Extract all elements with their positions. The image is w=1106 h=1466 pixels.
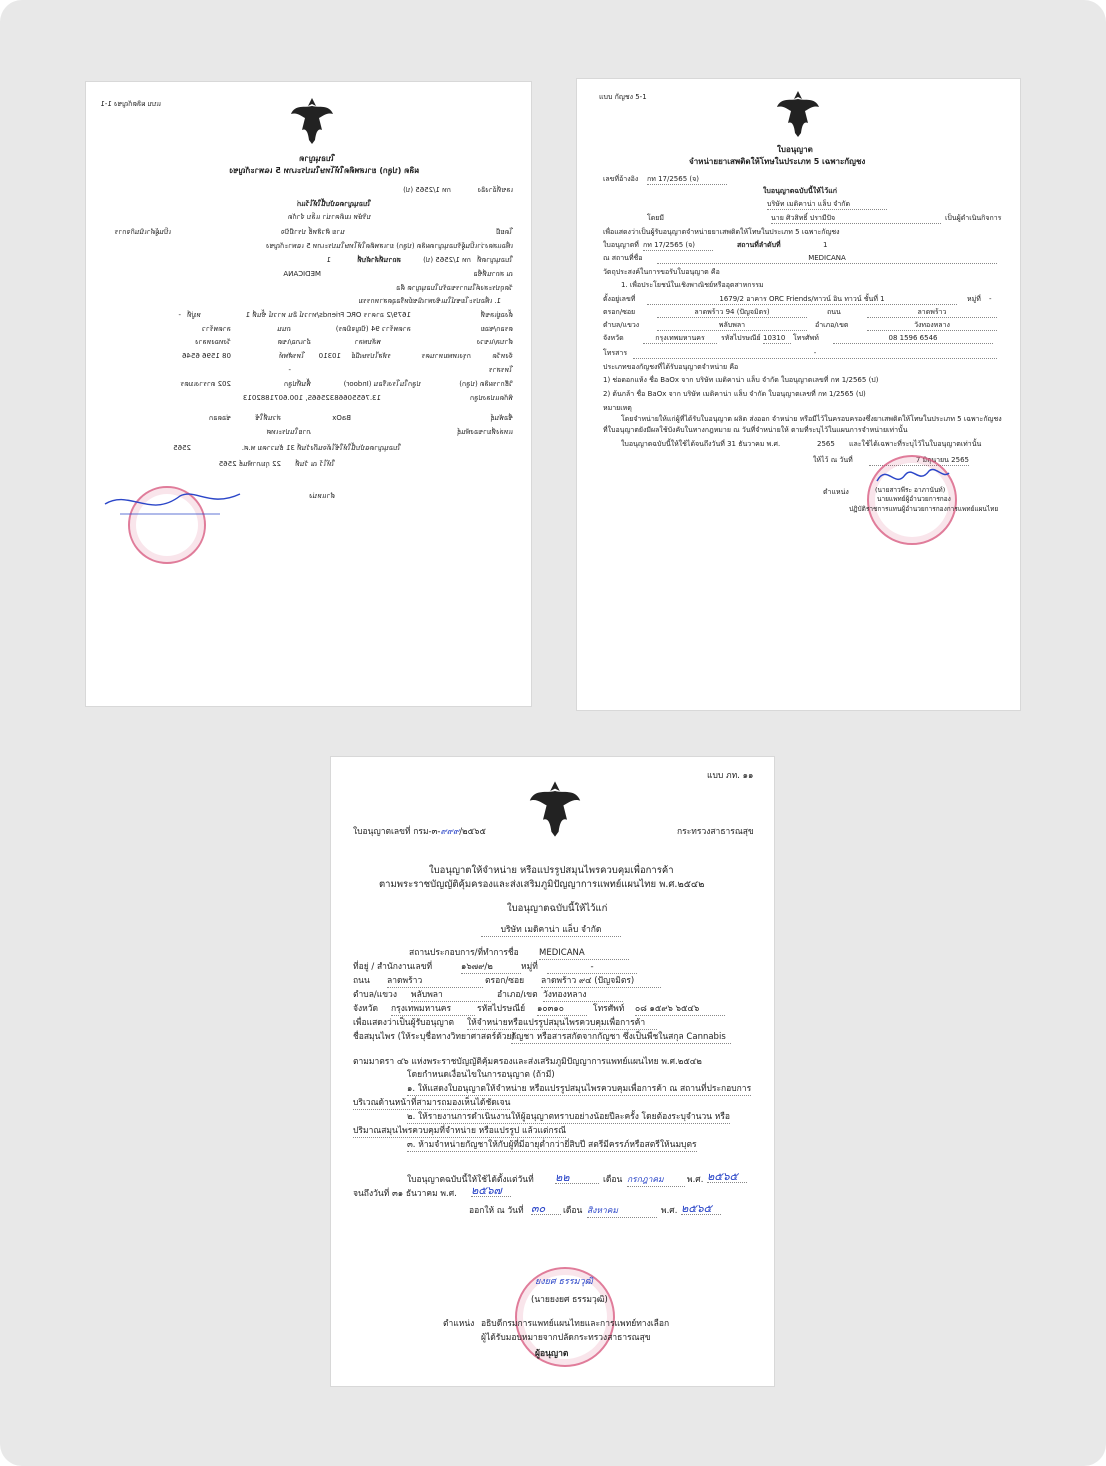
moo: - [989,295,992,303]
district-label: อำเภอ/เขต [815,321,849,329]
district: วังทองหลาง [543,990,623,1002]
phone: 08 1596 6546 [182,352,231,360]
herb: กัญชา หรือสารสกัดจากกัญชา ซึ่งเป็นพืชในสกุล Cannabis [511,1032,731,1044]
soi-label: ตรอก/ซอย [480,325,513,333]
form-code: แบบ กัญชง 5-1 [599,93,647,101]
province-label: จังหวัด [492,352,513,360]
province-label: จังหวัด [603,334,624,342]
issued-date: 7 มิถุนายน 2565 [869,456,969,466]
issued-year: ๒๕๖๕ [681,1203,721,1215]
moo-label: หมู่ที่ [521,962,538,972]
coords-label: พิกัดแปลงปลูก [469,394,513,402]
condition-1a: ๑. ให้แสดงใบอนุญาตให้จำหน่าย หรือแปรรูปสมุนไพรควบคุมเพื่อการค้า ณ สถานที่ประกอบการ [407,1084,752,1094]
phone: 08 1596 6546 [833,334,993,344]
area-label: พื้นที่ปลูก [284,380,311,388]
by-name: นาย ศิวสิทธิ์ ปรามีปัจ [771,214,941,224]
objective-label: วัตถุประสงค์ในการขอรับใบอนุญาต คือ [603,268,720,276]
objective-1: 1. เพื่อประโยชน์ในเชิงพาณิชย์หรืออุตสาหกรรม [358,297,501,305]
place-name-label: ณ สถานที่ชื่อ [603,254,643,262]
road: ลาดพร้าว [201,325,231,333]
doc-title: ใบอนุญาต [299,154,335,163]
issued-label: ให้ไว้ ณ วันที่ [295,460,335,468]
road: ลาดพร้าว [867,308,997,318]
purpose-intro: เพื่อแสดงว่าเป็นผู้รับอนุญาตผลิต (ปลูก) ยาเสพติดให้โทษในประเภท 5 เฉพาะกัญชง [266,242,513,250]
area: 202 ตารางเมตร [180,380,231,388]
license-document-hemp-cultivation [86,82,531,706]
valid-year: 2565 [817,440,835,448]
operator-suffix: เป็นผู้ดำเนินกิจการ [114,228,171,236]
license-year: /๒๕๖๕ [459,827,486,837]
form-code: แบบ ผลิตกัญชง 1-1 [100,100,161,108]
purpose-intro: เพื่อแสดงว่าเป็นผู้รับอนุญาตจำหน่ายยาเสพติดให้โทษในประเภท 5 เฉพาะกัญชง [603,228,840,236]
valid-from-month: กรกฎาคม [627,1175,685,1187]
postcode: 10310 [763,334,791,344]
valid-from-year: ๒๕๖๕ [707,1171,747,1183]
issued-label: ออกให้ ณ วันที่ [469,1206,524,1216]
issued-month: สิงหาคม [587,1206,657,1218]
ref-label: เลขที่อ้างอิง [603,175,639,183]
address: ๑๖๗๙/๒ [461,962,521,974]
ref-value: กท 1/2565 (ป) [403,186,451,194]
moo: - [178,311,181,319]
signer-name: (นายสาวพีระ อาภานันท์) [875,486,946,494]
ref-value: กท 17/2565 (จ) [647,175,727,185]
herb-label: ชื่อสมุนไพร (ให้ระบุชื่อทางวิทยาศาสตร์ด้วย) [353,1032,515,1042]
address: 1679/2 อาคาร ORC Friends/ทาวน์ อิน ทาวน์ ชั้นที่ 1 [647,295,957,305]
province: กรุงเทพมหานคร [421,352,471,360]
issued-label: ให้ไว้ ณ วันที่ [813,456,853,464]
until-label: จนถึงวันที่ ๓๑ ธันวาคม พ.ศ. [353,1189,457,1199]
product-2: 2) ต้นกล้า ชื่อ BaOx จาก บริษัท เมดิคาน่า แล็บ จำกัด ใบอนุญาตเลขที่ กท 1/2565 (ป) [603,390,866,398]
road-label: ถนน [827,308,841,316]
until-year: ๒๕๖๗ [471,1185,511,1197]
coords: 13.7655066832566S, 100.6071882013 [242,394,381,402]
subdistrict-label: ตำบล/แขวง [603,321,640,329]
road-label: ถนน [353,976,370,986]
phone-label: โทรศัพท์ [793,334,819,342]
operator-suffix: เป็นผู้ดำเนินกิจการ [945,214,1002,222]
condition-3: ๓. ห้ามจำหน่ายกัญชาให้กับผู้ที่มีอายุต่ำกว่ายี่สิบปี สตรีมีครรภ์หรือสตรีให้นมบุตร [407,1140,697,1150]
product-1: 1) ช่อดอกแห้ง ชื่อ BaOx จาก บริษัท เมดิคาน่า แล็บ จำกัด ใบอนุญาตเลขที่ กท 1/2565 (ป) [603,376,879,384]
signature: ยงยศ ธรรมวุฒิ [535,1277,593,1287]
license-document-herb-sale [331,757,774,1386]
conditions-label: โดยกำหนดเงื่อนไขในการอนุญาต (ถ้ามี) [407,1070,555,1080]
soi: ลาดพร้าว 94 (ปัญจมิตร) [335,325,411,333]
fax: - [288,366,291,374]
address: 1679/2 อาคาร ORC Friends/ทาวน์ อิน ทาวน์ ชั้นที่ 1 [245,311,411,319]
origin: ภายในประเทศ [266,428,311,436]
note-label: หมายเหตุ [603,404,632,412]
postcode-label: รหัสไปรษณีย์ [477,1004,526,1014]
valid-from-day: ๒๒ [555,1172,599,1184]
place-name: MEDICANA [657,254,997,264]
moo: - [547,962,637,974]
by-label: โดยมี [647,214,665,222]
district-label: อำเภอ/เขต [277,338,311,346]
subdistrict: พลับพลา [354,338,381,346]
fax-label: โทรสาร [488,366,513,374]
issued-be-label: พ.ศ. [661,1206,678,1216]
issued-day: ๓๐ [531,1203,561,1215]
district: วังทองหลาง [195,338,231,346]
fax-label: โทรสาร [603,349,628,357]
title-2: ตามพระราชบัญญัติคุ้มครองและส่งเสริมภูมิปัญญาการแพทย์แผนไทย พ.ศ.๒๕๔๒ [379,879,705,890]
place-name-label: ณ สถานที่ชื่อ [473,270,513,278]
part: ช่อดอก [209,414,231,422]
subdistrict: พลับพลา [657,321,807,331]
place-order: 1 [326,256,331,264]
license-label [353,827,486,838]
postcode-label: รหัสไปรษณีย์ [351,352,391,360]
address-label: ที่อยู่ / สำนักงานเลขที่ [353,962,433,972]
license-no-label: ใบอนุญาตที่ [477,256,513,264]
license-no-label: ใบอนุญาตที่ [603,241,639,249]
address-label: ตั้งอยู่เลขที่ [480,311,513,319]
ministry: กระทรวงสาธารณสุข [677,827,754,837]
district-label: อำเภอ/เขต [497,990,538,1000]
garuda-emblem-icon [775,89,821,139]
license-label-text: ใบอนุญาตเลขที่ กรม-๓- [353,827,441,837]
purpose-label: เพื่อแสดงว่าเป็นผู้รับอนุญาต [353,1018,454,1028]
ref-label: เลขที่อ้างอิง [477,186,513,194]
doc-subtitle: จำหน่ายยาเสพติดให้โทษในประเภท 5 เฉพาะกัญชง [689,157,866,166]
issued-date: 22 กุมภาพันธ์ 2565 [218,460,281,468]
signer-role: ผู้อนุญาต [535,1349,569,1359]
method-label: วิธีการผลิต (ปลูก) [459,380,513,388]
granted-to: ใบอนุญาตฉบับนี้ให้ไว้แก่ [763,187,837,195]
moo-label: หมู่ที่ [967,295,981,303]
doc-subtitle: ผลิต (ปลูก) ยาเสพติดให้โทษในประเภท 5 เฉพาะกัญชง [229,166,419,175]
soi-label: ตรอก/ซอย [485,976,525,986]
place-order-label: สถานที่ลำดับที่ [357,256,401,264]
place-name: MEDICANA [283,270,321,278]
granted-to: ใบอนุญาตฉบับนี้ให้ไว้แก่ [507,903,608,914]
signer-title-1: นายแพทย์ผู้อำนวยการกอง [877,495,951,503]
company-name: บริษัท เมดิคาน่า แล็บ จำกัด [287,213,371,221]
signer-position: อธิบดีกรมการแพทย์แผนไทยและการแพทย์ทางเลือก [481,1319,670,1329]
soi-label: ตรอก/ซอย [603,308,636,316]
note-1: โดยจำหน่ายให้แก่ผู้ที่ได้รับใบอนุญาต ผลิต ส่งออก จำหน่าย หรือมีไว้ในครอบครองซึ่งยาเสพติดให้โทษในประเภท 5 เฉพาะกัญชง [621,415,1002,423]
postcode: ๑๐๓๑๐ [537,1004,587,1016]
subdistrict-label: ตำบล/แขวง [476,338,513,346]
valid-year: 2565 [173,444,191,452]
road-label: ถนน [277,325,291,333]
license-no: กท 1/2565 (ป) [423,256,471,264]
signer-title-2: ปฏิบัติราชการแทนผู้อำนวยการกองการแพทย์แผนไทย [849,505,999,513]
variety-label: ชื่อพันธุ์ [490,414,513,422]
license-no: กท 17/2565 (จ) [643,241,713,251]
district: วังทองหลาง [867,321,997,331]
signer-name: (นายยงยศ ธรรมวุฒิ) [531,1295,608,1305]
valid-suffix: และใช้ได้เฉพาะที่ระบุไว้ในใบอนุญาตเท่านั้น [849,440,982,448]
company-name: บริษัท เมดิคาน่า แล็บ จำกัด [767,200,887,210]
position-label: ตำแหน่ง [823,488,849,496]
month-label: เดือน [603,1175,623,1185]
license-no: ๙๙๙ [440,827,460,837]
doc-title: ใบอนุญาต [777,145,813,154]
garuda-emblem-icon [527,779,583,839]
license-document-hemp-sale [577,79,1020,710]
address-label: ตั้งอยู่เลขที่ [603,295,636,303]
phone-label: โทรศัพท์ [593,1004,625,1014]
phone-label: โทรศัพท์ [279,352,305,360]
subdistrict-label: ตำบล/แขวง [353,990,397,1000]
road: ลาดพร้าว [387,976,483,988]
position-label: ตำแหน่ง [309,492,335,500]
condition-1b: บริเวณด้านหน้าที่สามารถมองเห็นได้ชัดเจน [353,1098,511,1108]
phone: ๐๘ ๑๕๙๖ ๖๕๔๖ [635,1004,725,1016]
form-code: แบบ ภท. ๑๑ [707,771,754,781]
company-name: บริษัท เมดิคาน่า แล็บ จำกัด [481,925,621,937]
soi: ลาดพร้าว ๙๔ (ปัญจมิตร) [541,976,661,988]
place-order: 1 [823,241,828,249]
part-label: ส่วนที่ใช้ [255,414,281,422]
by-label: โดยมี [495,228,513,236]
be-label: พ.ศ. [687,1175,704,1185]
moo-label: หมู่ที่ [187,311,201,319]
by-name: นาย ศิวสิทธิ์ ปรามีปัจ [280,228,345,236]
place-name: MEDICANA [539,948,629,960]
method: ปลูกในโรงเรือน (Indoor) [343,380,421,388]
variety: BaOx [332,414,351,422]
issued-month-label: เดือน [563,1206,583,1216]
signature-icon [100,484,250,524]
granted-to: ใบอนุญาตฉบับนี้ให้ไว้แก่ [297,200,371,208]
valid-from-label: ใบอนุญาตฉบับนี้ให้ใช้ได้ตั้งแต่วันที่ [407,1175,534,1185]
condition-2b: ปริมาณสมุนไพรควบคุมที่จำหน่าย หรือแปรรูป แล้วแต่กรณี [353,1126,567,1136]
objective-1: 1. เพื่อประโยชน์ในเชิงพาณิชย์หรืออุตสาหกรรม [621,281,764,289]
condition-2a: ๒. ให้รายงานการดำเนินงานให้ผู้อนุญาตทราบอย่างน้อยปีละครั้ง โดยต้องระบุจำนวน หรือ [407,1112,731,1122]
origin-label: แหล่งที่มาของพันธุ์ [456,428,513,436]
purpose: ให้จำหน่ายหรือแปรรูปสมุนไพรควบคุมเพื่อการค้า [467,1018,657,1030]
place-label: สถานประกอบการ/ที่ทำการชื่อ [409,948,519,958]
fax: - [633,349,997,359]
valid-prefix: ใบอนุญาตฉบับนี้ให้ใช้ได้จนถึงวันที่ 31 ธันวาคม พ.ศ. [621,440,781,448]
place-order-label: สถานที่ลำดับที่ [737,241,781,249]
postcode: 10310 [318,352,341,360]
title-1: ใบอนุญาตให้จำหน่าย หรือแปรรูปสมุนไพรควบคุมเพื่อการค้า [429,865,674,876]
objective-label: วัตถุประสงค์ในการขอรับใบอนุญาต คือ [396,284,513,292]
province-label: จังหวัด [353,1004,379,1014]
signer-delegate: ผู้ได้รับมอบหมายจากปลัดกระทรวงสาธารณสุข [481,1333,651,1343]
note-2: ที่ใบอนุญาตยังมีผลใช้บังคับในทางกฎหมาย ณ วันที่จำหน่ายให้ ตามที่ระบุไว้ในแผนการจำหน่ายเท่านั้น [603,426,908,434]
province: กรุงเทพมหานคร [643,334,717,344]
soi: ลาดพร้าว 94 (ปัญจมิตร) [657,308,807,318]
valid-prefix: ใบอนุญาตฉบับนี้ให้ใช้ได้จนถึงวันที่ 31 ธันวาคม พ.ศ. [241,444,401,452]
garuda-emblem-icon [289,96,335,146]
subdistrict: พลับพลา [411,990,491,1002]
products-label: ประเภทของกัญชงที่ได้รับอนุญาตจำหน่าย คือ [603,363,739,371]
position-label: ตำแหน่ง [443,1319,475,1329]
section: ตามมาตรา ๔๖ แห่งพระราชบัญญัติคุ้มครองและส่งเสริมภูมิปัญญาการแพทย์แผนไทย พ.ศ.๒๕๔๒ [353,1057,702,1067]
postcode-label: รหัสไปรษณีย์ [721,334,761,342]
province: กรุงเทพมหานคร [391,1004,475,1016]
